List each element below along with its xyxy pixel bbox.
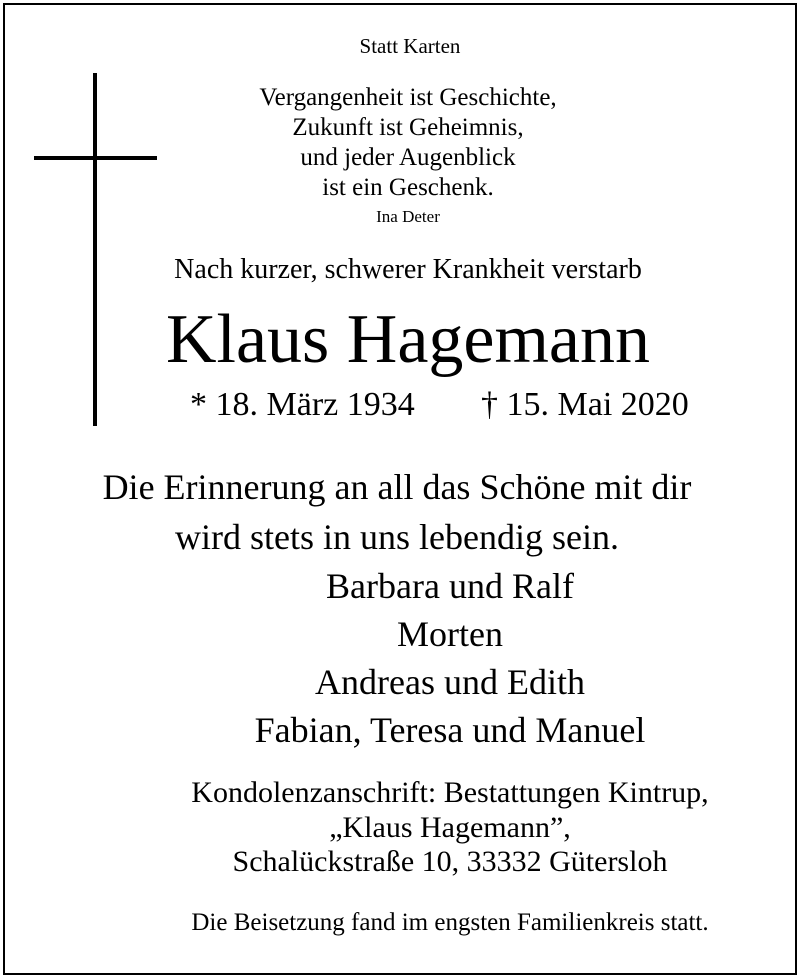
mourner-name: Morten — [397, 614, 503, 654]
condolence-line: „Klaus Hagemann”, — [329, 811, 571, 844]
quote-line: Zukunft ist Geheimnis, — [292, 114, 524, 141]
death-date: † 15. Mai 2020 — [481, 386, 689, 423]
quote-line: ist ein Geschenk. — [322, 174, 494, 201]
memorial-line: wird stets in uns lebendig sein. — [175, 517, 619, 557]
memorial-line: Die Erinnerung an all das Schöne mit dir — [102, 467, 692, 507]
condolence-line: Kondolenzanschrift: Bestattungen Kintrup, — [191, 776, 709, 809]
mourner-name: Barbara und Ralf — [326, 566, 574, 606]
footer-text: Die Beisetzung fand im engsten Familienkreis statt. — [191, 909, 709, 936]
mourner-name: Fabian, Teresa und Manuel — [254, 710, 646, 750]
quote-line: Vergangenheit ist Geschichte, — [259, 84, 557, 111]
intro-text: Nach kurzer, schwerer Krankheit verstarb — [174, 254, 642, 285]
mourner-name: Andreas und Edith — [315, 662, 585, 702]
quote-author: Ina Deter — [376, 207, 440, 226]
condolence-line: Schalückstraße 10, 33332 Gütersloh — [232, 845, 668, 878]
birth-date: * 18. März 1934 — [190, 386, 415, 423]
quote-line: und jeder Augenblick — [300, 144, 516, 171]
deceased-name: Klaus Hagemann — [165, 301, 651, 378]
header-text: Statt Karten — [359, 34, 461, 58]
